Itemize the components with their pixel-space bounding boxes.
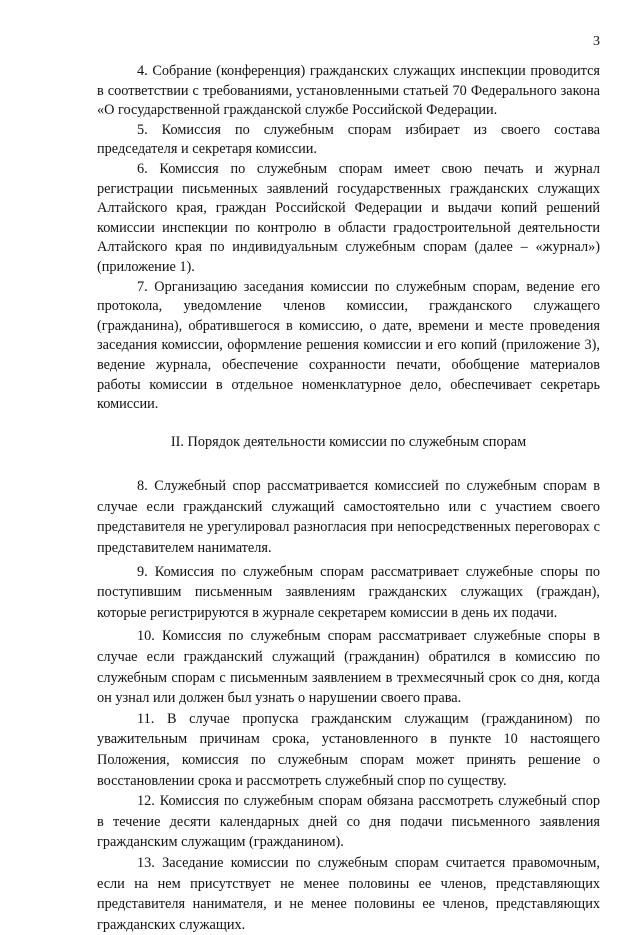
paragraph-9: 9. Комиссия по служебным спорам рассматривает служебные споры по поступившим письменным заявлениям гражданских служащих (граждан), которые регистрируются в журнале секретарем комиссии в день их подачи. bbox=[97, 563, 600, 621]
page-number: 3 bbox=[593, 34, 600, 49]
paragraph-12: 12. Комиссия по служебным спорам обязана рассмотреть служебный спор в течение десяти календарных дней со дня подачи письменного заявления гражданским служащим (гражданином). bbox=[97, 793, 600, 851]
paragraph-13: 13. Заседание комиссии по служебным спорам считается правомочным, если на нем присутствует не менее половины ее членов, представляющих представителя нанимателя, и не менее половины ее членов, представляющих гражданских служащих. bbox=[97, 854, 600, 933]
paragraph-7: 7. Организацию заседания комиссии по служебным спорам, ведение его протокола, уведомление членов комиссии, гражданского служащего (гражданина), обратившегося в комиссию, о дате, времени и месте проведения заседания комиссии, оформление решения комиссии и его копий (приложение 3), ведение журнала, обеспечение сохранности печати, обобщение материалов работы комиссии в отдельное номенклатурное дело, обеспечивает секретарь комиссии. bbox=[97, 278, 600, 413]
paragraph-4: 4. Собрание (конференция) гражданских служащих инспекции проводится в соответствии с требованиями, установленными статьей 70 Федерального закона «О государственной гражданской службе Российской Федерации. bbox=[97, 63, 600, 119]
paragraph-6: 6. Комиссия по служебным спорам имеет свою печать и журнал регистрации письменных заявлений государственных гражданских служащих Алтайского края, граждан Российской Федерации и выдачи копий решений комиссии инспекции по контролю в области градостроительной деятельности Алтайского края по индивидуальным служебным спорам (далее – «журнал») (приложение 1). bbox=[97, 160, 600, 275]
paragraph-11: 11. В случае пропуска гражданским служащим (гражданином) по уважительным причинам срока, установленного в пункте 10 настоящего Положения, комиссия по служебным спорам может принять решение о восстановлении срока и рассмотреть служебный спор по существу. bbox=[97, 710, 600, 789]
section-2-body bbox=[97, 476, 600, 935]
document-body bbox=[97, 62, 600, 935]
section-heading: II. Порядок деятельности комиссии по служебным спорам bbox=[170, 433, 527, 450]
paragraph-8: 8. Служебный спор рассматривается комиссией по служебным спорам в случае если гражданский служащий самостоятельно или с участием своего представителя не урегулировал разногласия при непосредственных переговорах с представителем нанимателя. bbox=[97, 478, 600, 557]
paragraph-10: 10. Комиссия по служебным спорам рассматривает служебные споры в случае если гражданский служащий (гражданин) обратился в комиссию по служебным спорам с письменным заявлением в трехмесячный срок со дня, когда он узнал или должен был узнать о нарушении своего права. bbox=[97, 628, 600, 707]
paragraph-5: 5. Комиссия по служебным спорам избирает из своего состава председателя и секретаря комиссии. bbox=[97, 121, 600, 158]
